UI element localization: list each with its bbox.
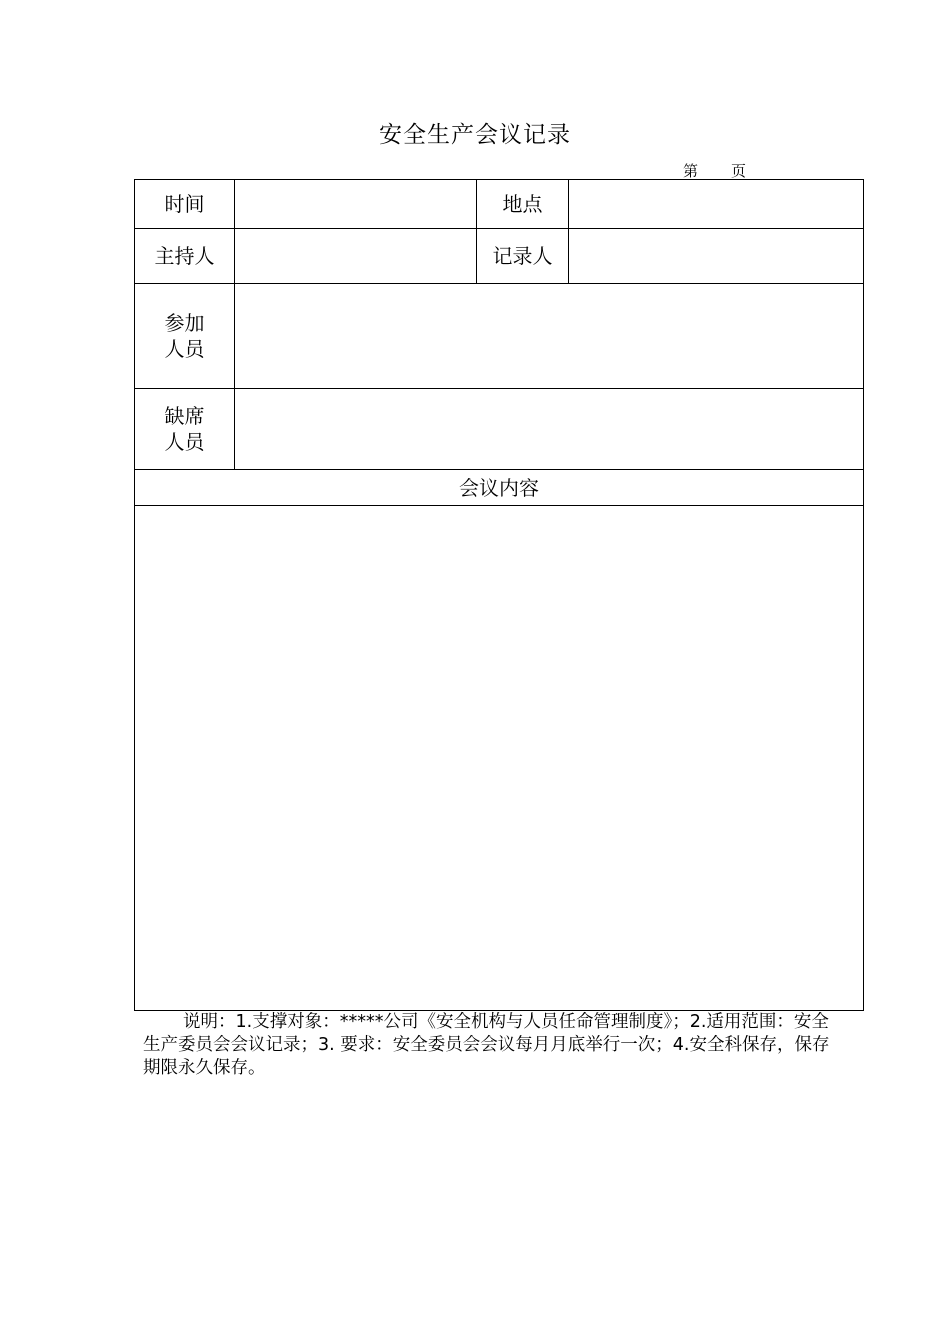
table-row: [135, 506, 864, 1011]
meeting-content-field[interactable]: [135, 506, 864, 1011]
page-number-label: [683, 160, 746, 181]
document-title: 安全生产会议记录: [379, 122, 571, 148]
absentees-label-line1: 缺席: [164, 404, 205, 428]
recorder-field[interactable]: [569, 229, 864, 284]
host-label: 主持人: [135, 229, 235, 284]
time-field[interactable]: [235, 180, 477, 229]
recorder-label: 记录人: [477, 229, 569, 284]
attendees-label-line2: 人员: [164, 337, 205, 361]
table-row: [135, 284, 864, 389]
table-row: [135, 389, 864, 470]
table-row: [135, 180, 864, 229]
attendees-label: [135, 284, 235, 389]
attendees-field[interactable]: [235, 284, 864, 389]
absentees-field[interactable]: [235, 389, 864, 470]
host-field[interactable]: [235, 229, 477, 284]
location-field[interactable]: [569, 180, 864, 229]
location-label: 地点: [477, 180, 569, 229]
time-label: 时间: [135, 180, 235, 229]
attendees-label-line1: 参加: [164, 311, 205, 335]
meeting-content-header: 会议内容: [135, 470, 864, 506]
page-label-left: 第: [683, 162, 699, 180]
footer-note: 说明：1.支撑对象：*****公司《安全机构与人员任命管理制度》；2.适用范围：安全生产委员会会议记录；3. 要求：安全委员会会议每月月底举行一次；4.安全科保存，保存期限永久保存。: [143, 1012, 830, 1078]
meeting-record-table: [134, 179, 864, 1011]
absentees-label: [135, 389, 235, 470]
table-row: [135, 470, 864, 506]
page-label-right: 页: [731, 162, 747, 180]
table-row: [135, 229, 864, 284]
absentees-label-line2: 人员: [164, 430, 205, 454]
